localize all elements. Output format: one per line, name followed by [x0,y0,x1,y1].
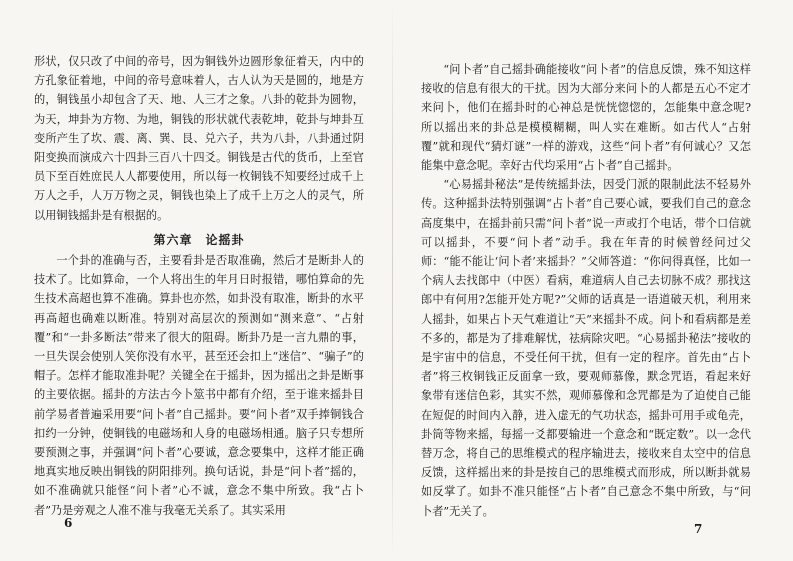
page-number-right: 7 [694,522,703,536]
left-page [34,52,364,532]
right-page [421,60,751,540]
chapter-title: 第六章 论摇卦 [153,232,245,247]
right-paragraph-1: “问卜者”自己摇卦确能接收“问卜者”的信息反馈，殊不知这样接收的信息有很大的干扰。因为大部分来问卜的人都是五心不定才来问卜，他们在摇卦时的心神总是恍恍惚惚的，怎能集中意念呢?所以摇出来的卦总是模模糊糊，叫人实在难断。如古代人“占射覆”就和现代“猜灯谜”一样的游戏，这些“问卜者”有何诚心？又怎能集中意念呢。幸好古代均采用“占卜者”自己摇卦。 [421,63,751,173]
right-paragraph-2: “心易摇卦秘法”是传统摇卦法，因受门派的限制此法不轻易外传。这种摇卦法特别强调“占卜者”自己要心诚，要我们自己的意念高度集中，在摇卦前只需“问卜者”说一声或打个电话，带个口信就可以摇卦，不要“问卜者”动手。我在年青的时候曾经问过父师：“能不能让‘问卜者’来摇卦？”父师答道：“你问得真怪，比如一个病人去找郎中（中医）看病，难道病人自己去切脉不成？那找这郎中有何用?怎能开处方呢?”父师的话真是一语道破天机，利用来人摇卦，如果占卜天气难道让“天”来摇卦不成。问卜和看病都是差不多的，都是为了排难解忧，祛病除灾吧。“心易摇卦秘法”接收的是宇宙中的信息，不受任何干扰，但有一定的程序。首先由“占卜者”将三枚铜钱正反面拿一致，要观师慕像，默念咒语，看起来好象带有迷信色彩，其实不然，观师慕像和念咒都是为了迫使自己能在短促的时间内入静，进入虚无的气功状态，摇卦可用手或龟壳，卦筒等物来摇，每摇一爻都要输进一个意念和“既定数”。以一念代替万念，将自己的思维模式的程序输进去，接收来自太空中的信息反馈，这样摇出来的卦是按自己的思维模式而形成，所以断卦就易如反掌了。如卦不准只能怪“占卜者”自己意念不集中所致，与“问卜者”无关了。 [421,178,751,518]
page-number-left: 6 [64,516,73,530]
book-gutter [392,0,393,561]
left-paragraph-1: 形状，仅只改了中间的帝号，因为铜钱外边圆形象征着天，内中的方孔象征着地，中间的帝号意味着人，古人认为天是圆的，地是方的，铜钱虽小却包含了天、地、人三才之象。八卦的乾卦为圆物，为天，坤卦为方物、为地，铜钱的形状就代表乾坤，乾卦与坤卦互变所产生了坎、震、离、巽、艮、兑六子，共为八卦，八卦通过阴阳变换而演成六十四卦三百八十四爻。铜钱是古代的货币，上至官员下至百姓庶民人人都要使用，所以每一枚铜钱不知要经过成千上万人之手，人万万物之灵，铜钱也染上了成千上万之人的灵气，所以用铜钱摇卦是有根据的。 [34,55,364,222]
left-paragraph-2: 一个卦的准确与否，主要看卦是否取准确，然后才是断卦人的技术了。比如算命，一个人将出生的年月日时报错，哪怕算命的先生技术高超也算不准确。算卦也亦然，如卦没有取准，断卦的水平再高超也确难以断准。特别对高层次的预测如“测来意”、“占射覆”和“一卦多断法”带来了很大的阻碍。断卦乃是一言九鼎的事，一旦失误会使别人笑你没有水平，甚至还会扣上“迷信”、“骗子”的帽子。怎样才能取准卦呢？关键全在于摇卦，因为摇出之卦是断事的主要依据。摇卦的方法古今卜筮书中都有介绍，至于谁来摇卦目前学易者普遍采用要“问卜者”自己摇卦。要“问卜者”双手捧铜钱合扣约一分钟，使铜钱的电磁场和人身的电磁场相通。脑子只专想所要预测之事，并强调“问卜者”心要诚，意念要集中，这样才能正确地真实地反映出铜钱的阴阳排列。换句话说，卦是“问卜者”摇的，如不准确就只能怪“问卜者”心不诚，意念不集中所致。我“占卜者”乃是旁观之人准不准与我毫无关系了。其实采用 [34,254,364,517]
